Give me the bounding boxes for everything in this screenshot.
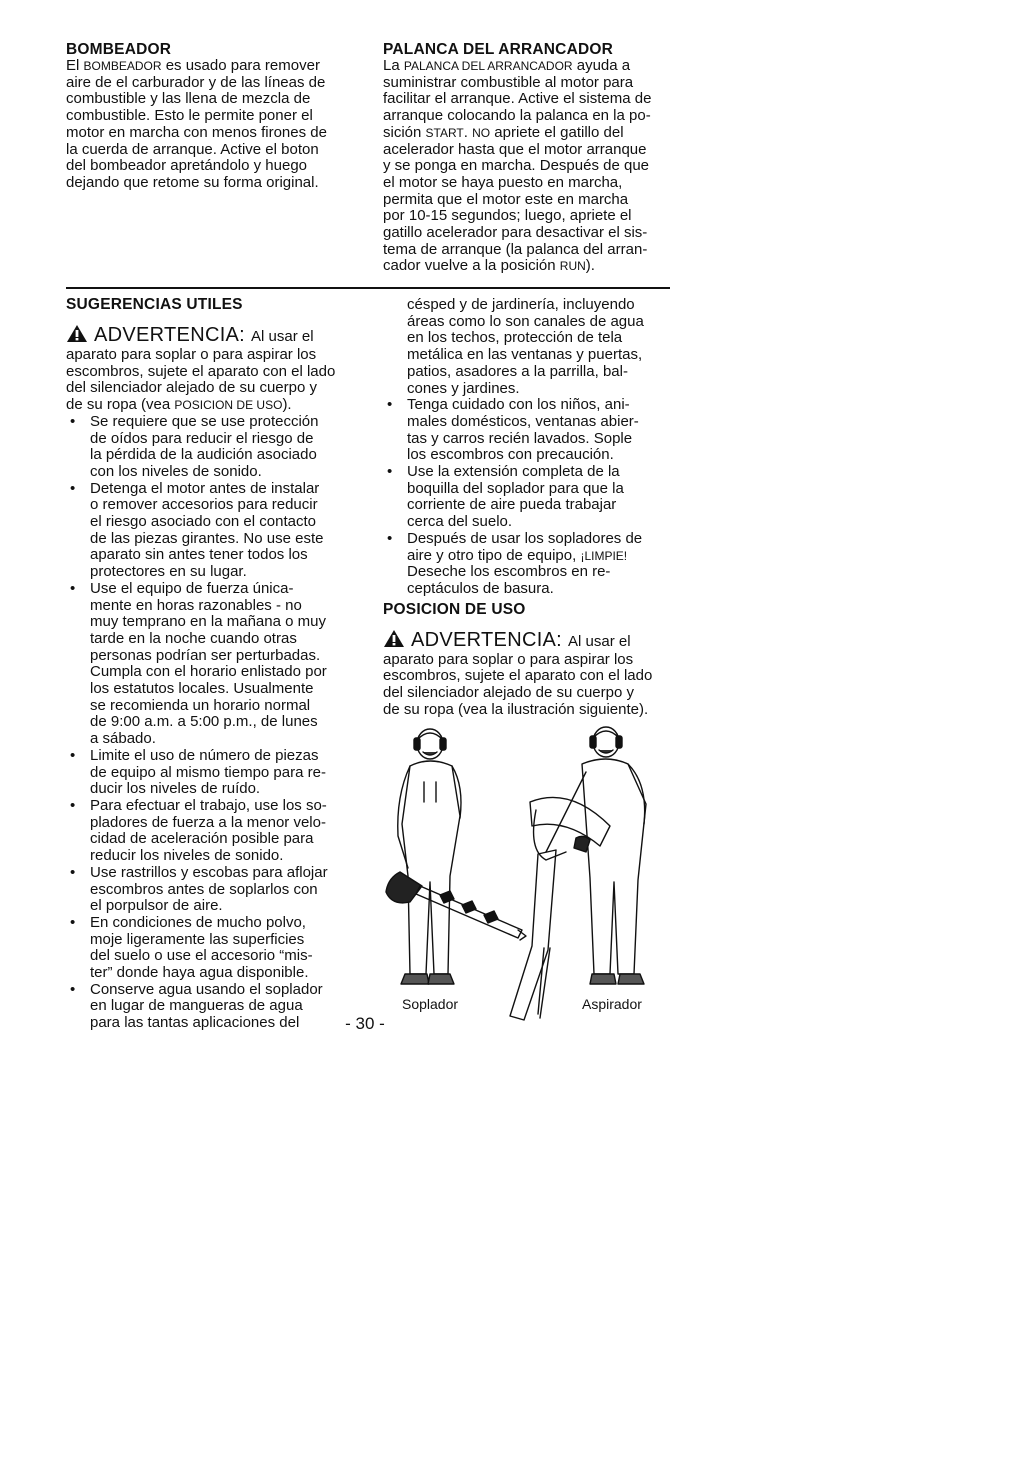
- text-run: ayuda a: [572, 57, 631, 74]
- operating-position-illustration: [380, 722, 672, 1032]
- warning-text-line: aparato para soplar o para aspirar los: [66, 346, 317, 363]
- palanca-line: arranque colocando la palanca en la po-: [383, 107, 651, 125]
- palanca-line: [383, 125, 683, 142]
- warning-text-line: del silenciador alejado de su cuerpo y: [383, 684, 634, 702]
- bombeador-line: aire de el carburador y de las líneas de: [66, 73, 326, 91]
- list-item-line: a sábado.: [90, 730, 156, 748]
- list-item-line: pladores de fuerza a la menor velo-: [90, 813, 326, 831]
- list-item-line: corriente de aire pueda trabajar: [407, 496, 617, 514]
- warning-text-line: escombros, sujete el aparato con el lado: [66, 362, 336, 380]
- list-item-line: • Tenga cuidado con los niños, ani-: [407, 396, 630, 414]
- list-item-line: de 9:00 a.m. a 5:00 p.m., de lunes: [90, 713, 318, 731]
- list-item: [66, 798, 366, 865]
- list-item-line: cidad de aceleración posible para: [90, 830, 314, 848]
- palanca-line: [383, 258, 683, 275]
- list-item-line: la pérdida de la audición asociado: [90, 446, 317, 464]
- bombeador-heading: BOMBEADOR: [66, 41, 172, 58]
- warning-text-line: [66, 397, 366, 414]
- list-item-line: cerca del suelo.: [407, 513, 513, 531]
- warning-tail: Al usar el: [251, 328, 314, 345]
- list-item-line: • Para efectuar el trabajo, use los so-: [90, 796, 327, 814]
- warning-text-line: del silenciador alejado de su cuerpo y: [66, 379, 317, 397]
- warning-title: ADVERTENCIA:: [94, 324, 246, 346]
- list-item-line: Deseche los escombros en re-: [407, 563, 611, 581]
- list-item-line: protectores en su lugar.: [90, 563, 247, 581]
- bombeador-line: motor en marcha con menos firones de: [66, 123, 327, 141]
- list-item: [66, 414, 366, 481]
- list-item-line: Cumpla con el horario enlistado por: [90, 663, 327, 681]
- palanca-line: acelerador hasta que el motor arranque: [383, 140, 647, 158]
- caption-vacuum: Aspirador: [582, 996, 642, 1012]
- page-number: - 30 -: [345, 1014, 385, 1033]
- bombeador-line: dejando que retome su forma original.: [66, 173, 319, 191]
- list-item-line: • Use el equipo de fuerza única-: [90, 579, 294, 597]
- list-item-line: mente en horas razonables - no: [90, 596, 302, 614]
- list-item-line: • En condiciones de mucho polvo,: [90, 913, 306, 931]
- list-item-line: males domésticos, ventanas abier-: [407, 412, 639, 430]
- list-item-line: de las piezas girantes. No use este: [90, 529, 324, 547]
- palanca-line: suministrar combustible al motor para: [383, 73, 634, 91]
- list-item-line: • Detenga el motor antes de instalar: [90, 479, 320, 497]
- palanca-line: facilitar el arranque. Active el sistema de: [383, 90, 652, 108]
- vacuum-operator-figure: [510, 727, 646, 1020]
- list-item-line: el porpulsor de aire.: [90, 897, 223, 915]
- text-run: de su ropa (vea: [66, 396, 175, 414]
- bombeador-line: la cuerda de arranque. Active el boton: [66, 140, 319, 158]
- list-item-line: en los techos, protección de tela: [407, 329, 623, 347]
- list-item-line: • Después de usar los sopladores de: [407, 529, 643, 547]
- list-item-line: en lugar de mangueras de agua: [90, 997, 303, 1015]
- text-run-smallcaps: PALANCA DEL ARRANCADOR: [403, 59, 573, 73]
- list-item-line: • Use rastrillos y escobas para aflojar: [90, 863, 328, 881]
- list-item-line: • Use la extensión completa de la: [407, 463, 620, 481]
- list-item: [66, 481, 366, 581]
- list-item-line: del suelo o use el accesorio “mis-: [90, 947, 313, 965]
- list-item-line: reducir los niveles de sonido.: [90, 847, 284, 865]
- list-item-line: tas y carros recién lavados. Sople: [407, 429, 633, 447]
- posicion-heading: POSICION DE USO: [383, 600, 526, 618]
- warning-text-line: aparato para soplar o para aspirar los: [383, 650, 634, 668]
- list-item-line: escombros antes de soplarlos con: [90, 880, 318, 898]
- list-item-line: el riesgo asociado con el contacto: [90, 513, 316, 531]
- sugerencias-heading: SUGERENCIAS UTILES: [66, 296, 243, 313]
- sugerencias-section: [66, 296, 366, 1032]
- text-run: ).: [282, 396, 292, 414]
- bombeador-section: [66, 41, 366, 192]
- list-item-line: de oídos para reducir el riesgo de: [90, 429, 314, 447]
- list-item-line: ter” donde haya agua disponible.: [90, 964, 309, 982]
- warning-line: [383, 627, 683, 652]
- list-item-line: [407, 548, 683, 565]
- warning-text-line: de su ropa (vea la ilustración siguiente).: [383, 700, 649, 718]
- warning-tail: Al usar el: [568, 632, 631, 650]
- list-item-line: muy temprano en la mañana o muy: [90, 613, 326, 631]
- palanca-line: el motor se haya puesto en marcha,: [383, 173, 623, 191]
- text-run: El: [66, 57, 84, 74]
- warning-text-line: escombros, sujete el aparato con el lado: [383, 667, 653, 685]
- list-item-line: • Limite el uso de número de piezas: [90, 746, 319, 764]
- warning-triangle-icon: [66, 324, 88, 343]
- list-item: [383, 397, 683, 464]
- list-item: [66, 915, 366, 982]
- continued-item: [383, 297, 683, 397]
- list-item-line: aparato sin antes tener todos los: [90, 546, 308, 564]
- list-item-line: los escombros con precaución.: [407, 446, 614, 464]
- text-run: .: [463, 123, 473, 141]
- text-run-smallcaps: ¡LIMPIE!: [580, 548, 628, 563]
- list-item-line: ceptáculos de basura.: [407, 579, 554, 597]
- palanca-line: por 10-15 segundos; luego, apriete el: [383, 207, 632, 225]
- text-run: es usado para remover: [161, 57, 320, 74]
- palanca-heading: PALANCA DEL ARRANCADOR: [383, 41, 614, 58]
- list-item-line: personas podrían ser perturbadas.: [90, 646, 321, 664]
- bombeador-line: combustible. Esto le permite poner el: [66, 107, 313, 125]
- palanca-line: permita que el motor este en marcha: [383, 190, 629, 208]
- text-run: sición: [383, 123, 426, 141]
- text-run-smallcaps: POSICION DE USO: [174, 398, 283, 413]
- text-run: cador vuelve a la posición: [383, 257, 560, 275]
- bombeador-line: [66, 58, 366, 75]
- bombeador-line: del bombeador apretándolo y huego: [66, 157, 308, 175]
- illustration-svg: [380, 722, 672, 1032]
- list-item: [383, 531, 683, 598]
- sugerencias-continued: [383, 297, 683, 718]
- list-item-line: para las tantas aplicaciones del: [90, 1014, 300, 1032]
- warning-triangle-icon: [383, 629, 405, 648]
- list-item-line: • Se requiere que se use protección: [90, 412, 319, 430]
- section-divider: [66, 287, 670, 289]
- text-run: aire y otro tipo de equipo,: [407, 546, 581, 564]
- palanca-line: gatillo acelerador para desactivar el sis-: [383, 224, 648, 242]
- list-item-line: con los niveles de sonido.: [90, 462, 262, 480]
- caption-blower: Soplador: [402, 996, 459, 1012]
- text-run-smallcaps: NO: [472, 125, 491, 140]
- bombeador-body: [66, 75, 366, 192]
- list-item-line: césped y de jardinería, incluyendo: [407, 296, 635, 313]
- list-item-line: metálica en las ventanas y puertas,: [407, 346, 643, 364]
- list-item: [383, 464, 683, 531]
- list-item-line: de equipo al mismo tiempo para re-: [90, 763, 326, 781]
- text-run-smallcaps: BOMBEADOR: [83, 59, 162, 73]
- list-item: [66, 748, 366, 798]
- list-item: [66, 581, 366, 748]
- palanca-line: [383, 58, 683, 75]
- bombeador-line: combustible y las llena de mezcla de: [66, 90, 311, 108]
- palanca-line: y se ponga en marcha. Después de que: [383, 157, 650, 175]
- palanca-line: tema de arranque (la palanca del arran-: [383, 240, 648, 258]
- text-run-smallcaps: RUN: [559, 259, 586, 274]
- list-item-line: patios, asadores a la parrilla, bal-: [407, 362, 628, 380]
- text-run: La: [383, 57, 404, 74]
- list-item-line: se recomienda un horario normal: [90, 696, 311, 714]
- list-item-line: • Conserve agua usando el soplador: [90, 980, 323, 998]
- blower-operator-figure: [386, 729, 526, 984]
- list-item-line: moje ligeramente las superficies: [90, 930, 305, 948]
- text-run: ).: [585, 257, 595, 275]
- list-item-line: los estatutos locales. Usualmente: [90, 680, 314, 698]
- warning-line: [66, 322, 366, 347]
- list-item-line: boquilla del soplador para que la: [407, 479, 624, 497]
- list-item: [66, 865, 366, 915]
- list-item-line: tarde en la noche cuando otras: [90, 629, 297, 647]
- warning-title: ADVERTENCIA:: [411, 628, 563, 651]
- list-item-line: áreas como lo son canales de agua: [407, 312, 644, 330]
- list-item-line: o remover accesorios para reducir: [90, 496, 318, 514]
- tips-list-continued: [383, 397, 683, 597]
- text-run-smallcaps: START: [425, 125, 464, 140]
- text-run: apriete el gatillo del: [490, 123, 624, 141]
- list-item-line: cones y jardines.: [407, 379, 520, 397]
- palanca-section: [383, 41, 683, 275]
- list-item-line: ducir los niveles de ruído.: [90, 780, 261, 798]
- tips-list: [66, 414, 366, 1032]
